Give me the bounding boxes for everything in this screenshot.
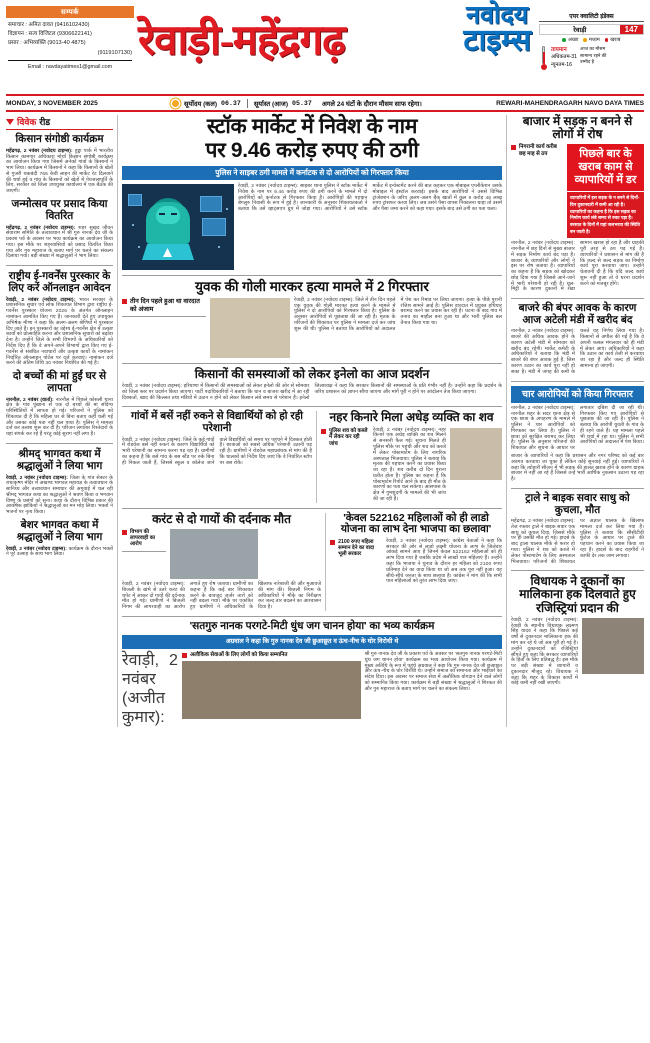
contact-badge: सम्पर्क bbox=[6, 6, 134, 18]
article-body: रेवाड़ी, 2 नवंबर (नवोदय टाइम्स): कार्यक्रम के दौरान भक्तों ने पूरे उत्साह के साथ भाग लिया। bbox=[6, 546, 114, 558]
article-body: रेवाड़ी, 2 नवंबर (नवोदय टाइम्स): बिजली के खंभे से उतरे करंट की चपेट में आकर दो गायों की दर्दनाक मौत हो गई। ग्रामीणों ने बिजली निगम की लापरवाही का आरोप लगाते हुए रोष जताया। ग्रामीणों का कहना है कि कई बार शिकायत करने के बावजूद जर्जर तारों को नहीं बदला गया। मौके पर एकत्रित हुए ग्रामीणों ने अधिकारियों के खिलाफ नारेबाजी की और मुआवजे की मांग की। बिजली निगम के अधिकारियों ने मौके का निरीक्षण कर जल्द तार बदलने का आश्वासन दिया है। bbox=[122, 581, 322, 611]
story-canal-body bbox=[321, 411, 502, 502]
article-body: नारनौल, 2 नवंबर (वार्ता): नारनौल में पिछले कोसली थाना क्षेत्र के गांव पुंखाना से एक दो बच्चों की मां संदिग्ध परिस्थितियों में लापता हो गई। परिजनों ने पुलिस को शिकायत दी है कि महिला घर से बिना बताए कहीं चली गई और उसका कोई पता नहीं चल पाया है। पुलिस ने मामला दर्ज कर तलाश शुरू कर दी है। परिजन लगातार रिश्तेदारों के यहां संपर्क कर रहे हैं परंतु कोई सुराग नहीं लगा है। bbox=[6, 397, 113, 438]
registry-distribution-photo bbox=[582, 618, 644, 674]
cyber-hacker-illustration bbox=[122, 184, 234, 270]
article-body: रेवाड़ी, 2 नवंबर (नवोदय टाइम्स): जिले के कई गांवों में रोडवेज बसें नहीं रुकने के कारण विद्यार्थियों को भारी परेशानी का सामना करना पड़ रहा है। ग्रामीणों का कहना है कि बसें गांव के बस स्टैंड पर रुके बिना ही निकल जाती हैं, जिससे स्कूल व कॉलेज जाने वाले विद्यार्थियों को समय पर पहुंचने में दिक्कत होती है। छात्राओं को सबसे अधिक परेशानी उठानी पड़ रही है। ग्रामीणों ने रोडवेज महाप्रबंधक से मांग की है कि चालकों को निर्देश दिए जाएं कि वे निर्धारित स्टॉप पर बस रोकें। bbox=[122, 437, 313, 466]
paper-title-main: रेवाड़ी-महेंद्रगढ़ bbox=[138, 18, 345, 64]
bullet-point: विभाग की लापरवाही का आरोप bbox=[122, 529, 166, 548]
felicitation-ceremony-photo bbox=[182, 661, 361, 719]
sunrise-time: 06.37 bbox=[221, 99, 241, 107]
thermometer-icon bbox=[539, 46, 548, 70]
headline: किसानों की समस्याओं को लेकर इनेलो का आज प्रदर्शन bbox=[194, 366, 430, 381]
temperature-block bbox=[539, 46, 644, 70]
contact-lines bbox=[6, 18, 134, 72]
left-article-4 bbox=[6, 449, 113, 516]
red-callout-box: पिछले बार के खराब काम से व्यापारियों में डर bbox=[567, 144, 644, 191]
article-body: रेवाड़ी, 2 नवंबर (नवोदय टाइम्स): रेवाड़ी के स्थानीय विधायक लक्ष्मण सिंह यादव ने कहा कि पिछले कई वर्षों से दुकानदार मालिकाना हक की मांग कर रहे थे जो अब पूरी हो गई है। उन्होंने दुकानदारों को रजिस्ट्रियां सौंपते हुए कहा कि सरकार व्यापारियों के हितों के लिए प्रतिबद्ध है। इस मौके पर बड़ी संख्या में व्यापारी व दुकानदार मौजूद रहे। विधायक ने कहा कि शहर के विकास कार्यों में कोई कमी नहीं रखी जाएगी। bbox=[511, 617, 578, 687]
lead-subheadline-bar: पुलिस ने साइबर ठगी मामले में कर्नाटक से दो आरोपियों को गिरफ्तार किया bbox=[122, 166, 502, 180]
forecast-text: अगले 24 घंटों के दौरान मौसम साफ रहेगा। bbox=[321, 100, 422, 108]
paper-title-navoday: नवोदय bbox=[466, 2, 529, 29]
blue-subbar: अग्रवाल ने कहा कि गुरु नानक देव जी छुआछूत व ऊंच-नीच के घोर विरोधी थे bbox=[122, 635, 502, 649]
left-article-2 bbox=[6, 271, 113, 367]
headline: बाजार में सड़क न बनने से लोगों में रोष bbox=[522, 114, 633, 142]
headline: नहर किनारे मिला अधेड़ व्यक्ति का शव bbox=[329, 410, 494, 425]
article-body: रेवाड़ी, 2 नवंबर (नवोदय टाइम्स): कांग्रेस नेताओं ने कहा कि सरकार की ओर से लाडो लक्ष्मी योजना के लाभ के जिलेवार आंकड़े सामने आए हैं जिनमें केवल 522162 महिलाओं को ही लाभ दिया गया है जबकि प्रदेश में लाखों पात्र महिलाएं हैं। उन्होंने कहा कि भाजपा ने चुनाव के दौरान हर महिला को 2100 रुपए प्रतिमाह देने का वादा किया था जो अब तक पूरा नहीं हुआ। यह सीधे-सीधे जनता के साथ छलावा है। कांग्रेस ने मांग की कि सभी पात्र महिलाओं को तुरंत लाभ दिया जाए। bbox=[386, 538, 502, 585]
article-body: रेवाड़ी, 2 नवंबर (नवोदय टाइम्स): जिले में तीन दिन पहले एक युवक की गोली मारकर हत्या करने के मामले में पुलिस ने दो आरोपियों को गिरफ्तार किया है। पुलिस के अनुसार आरोपियों से पूछताछ की जा रही है। मृतक के परिजनों की शिकायत पर पुलिस ने मामला दर्ज कर जांच शुरू की थी। पुलिस ने बताया कि आरोपियों को अदालत में पेश कर रिमांड पर लिया जाएगा। हत्या के पीछे पुरानी रंजिश सामने आई है। पुलिस वारदात में प्रयुक्त हथियार बरामद करने का प्रयास कर रही है। घटना के बाद गांव में तनाव का माहौल बना हुआ था और भारी पुलिस बल तैनात किया गया था। bbox=[294, 297, 502, 332]
red-callout-note: व्यापारियों में इस सड़क के न बनने से दिनों-दिन दुकानदारी में कमी आ रही है। व्यापारियों का कहना है कि इस सड़क का निर्माण कार्य लंबे समय से रुका पड़ा है। बरसात के दिनों में यहां जलभराव की स्थिति बन जाती है। bbox=[567, 192, 644, 238]
sunrise-label: सूर्योदय (कल) bbox=[183, 100, 218, 108]
two-story-row-b bbox=[122, 513, 502, 611]
right-column bbox=[511, 115, 644, 727]
headline: दो बच्चों की मां हुईं घर से लापता bbox=[12, 370, 107, 394]
aqi-row bbox=[539, 24, 644, 35]
contact-line-0: समाचार : अमित दावत (9416102430) bbox=[8, 22, 90, 28]
article-body: रेवाड़ी, 2 नवंबर (नवोदय टाइम्स): नहर किनारे एक अधेड़ व्यक्ति का शव मिलने से सनसनी फैल गई। सूचना मिलते ही पुलिस मौके पर पहुंची और शव को कब्जे में लेकर पोस्टमार्टम के लिए नागरिक अस्पताल भिजवाया। पुलिस ने बताया कि मृतक की पहचान करने का प्रयास किया जा रहा है। शव करीब दो दिन पुराना प्रतीत होता है। पुलिस का कहना है कि पोस्टमार्टम रिपोर्ट आने के बाद ही मौत के कारणों का पता चल सकेगा। आसपास के क्षेत्र में गुमशुदगी के मामलों की भी जांच की जा रही है। bbox=[373, 427, 446, 502]
temperature-max: अधिकतम-31 bbox=[551, 54, 578, 61]
article-body: नारनौल, 2 नवंबर (नवोदय टाइम्स): नारनौल शहर के सदर थाना क्षेत्र से एक छात्रा के अपहरण के मामले में पुलिस ने चार आरोपियों को गिरफ्तार कर लिया है। पुलिस ने छात्रा को सुरक्षित बरामद कर लिया है। पुलिस के अनुसार परिजनों की शिकायत और सूचना के आधार पर लगातार दबिश दी जा रही थी। गिरफ्तार किए गए आरोपियों से पूछताछ की जा रही है। पुलिस ने बताया कि आरोपी युवती के गांव के ही रहने वाले हैं। यह मामला पहले भी चर्चा में रहा था। पुलिस ने सभी आरोपियों को अदालत में पेश किया। bbox=[511, 405, 644, 452]
headline: बाजरे की बंपर आवक के कारण आज अटेली मंडी में खरीद बंद bbox=[518, 302, 637, 326]
story-guru-nanak-program bbox=[122, 621, 502, 728]
story-village-buses bbox=[122, 411, 312, 502]
article-body: महेंद्रगढ़, 2 नवंबर (नवोदय टाइम्स): हुड्डा पार्क में भारतीय किसान कामगार अधिकारा मोर्चा किसान संगोष्ठी कार्यक्रम का आयोजन किया गया जिसमें अनेकों गांवों के किसानों ने भाग लिया। कार्यक्रम में किसानों ने कहा कि किसानों के खेतों से गुजरी चकबंदी 765 केवी लाइन की मार्केट रेट दिलवाने की चर्चा हुई व गांव के किसानों को खेतों में पेयजलापूर्ति के लिए, सरकार को जिला उपायुक्त कार्यालय में एक बैठक की जाएगी। bbox=[6, 148, 113, 195]
left-column bbox=[6, 115, 113, 727]
bullet-point: 2100 रुपए महिला सम्मान देने का वादा भूली सरकार bbox=[330, 539, 382, 558]
police-investigation-photo bbox=[450, 428, 502, 480]
headline: श्रीमद् भागवत कथा में श्रद्धालुओं ने लिया भाग bbox=[16, 448, 103, 472]
temperature-values bbox=[551, 46, 577, 70]
bullet-point: निगरानी कार्य करीब छह माह से ठप bbox=[511, 144, 563, 157]
lead-headline-line2: पर 9.46 करोड़ रुपए की ठगी bbox=[205, 138, 419, 162]
second-body: बाजार के व्यापारियों ने कहा कि प्रशासन और नगर परिषद को कई बार अवगत करवाया जा चुका है लेकिन कोई सुनवाई नहीं हुई। व्यापारियों ने कहा कि त्योहारी सीजन में भी सड़क की हालत खराब होने के कारण ग्राहक बाजार में नहीं आ रहे हैं जिससे उन्हें भारी आर्थिक नुकसान उठाना पड़ रहा है। bbox=[511, 454, 644, 483]
story-bajra-purchase bbox=[511, 303, 644, 375]
headline: गांवों में बसें नहीं रुकने से विद्यार्थियों को हो रही परेशानी bbox=[131, 410, 304, 434]
main-column bbox=[122, 115, 502, 727]
kicker-red-text: विवेक bbox=[17, 117, 37, 127]
story-sadhu-killed bbox=[511, 493, 644, 565]
headline: राष्ट्रीय ई-गवर्नेंस पुरस्कार के लिए करें ऑनलाइन आवेदन bbox=[8, 270, 111, 294]
datebar bbox=[6, 96, 644, 110]
aqi-heading: एयर क्वालिटी इंडेक्स bbox=[539, 12, 644, 22]
weather-aqi-block bbox=[539, 6, 644, 70]
bullet-point: तीन दिन पहले हुआ था वारदात को अंजाम bbox=[122, 298, 206, 313]
article-body: श्री गुरु नानक देव जी के प्रकाश पर्व के अवसर पर 'सतगुरु नानक परगटे-मिटी धुंध जग चानन होया' कार्यक्रम का भव्य आयोजन किया गया। कार्यक्रम में मुख्य अतिथि के रूप में पहुंचे अग्रवाल ने कहा कि गुरु नानक देव जी छुआछूत और ऊंच-नीच के घोर विरोधी थे। उन्होंने समाज को समानता और भाईचारे का संदेश दिया। इस अवसर पर समाज सेवा में अलौकिक योगदान देने वाले लोगों को सम्मानित किया गया। कार्यक्रम में बड़ी संख्या में श्रद्धालुओं ने शिरकत की और गुरु महाराज के बताए मार्ग पर चलने का संकल्प लिया। bbox=[364, 651, 502, 692]
article-body: रेवाड़ी, 2 नवंबर (नवोदय टाइम्स): जिला के गांव सेक्टर के राधाकृष्ण मंदिर में अखण्ड भागवत महायज्ञ के तत्वावधान के सानिध्य और तत्वावधान समाचार की अगुवाई में चल रही श्रीमद् भागवत कथा का श्रद्धालुओं ने श्रवण किया व भगवान विष्णु के प्रसंगों को सुना। कथा के दौरान विभिन्न प्रकार की आकर्षक झांकियों ने श्रद्धालुओं का मन मोह लिया। भक्तों ने भजनों पर नृत्य किया। bbox=[6, 475, 113, 516]
headline: विधायक ने दुकानों का मालिकाना हक दिलवाते हुए रजिस्ट्रियां प्रदान की bbox=[519, 574, 636, 615]
headline: किसान संगोष्ठी कार्यक्रम bbox=[15, 133, 104, 145]
blue-callout-box: चार आरोपियों को किया गिरफ्तार bbox=[511, 386, 644, 403]
masthead bbox=[6, 2, 644, 94]
two-story-row-a bbox=[122, 411, 502, 502]
paper-title-times: टाइम्स bbox=[463, 24, 531, 57]
left-article-1 bbox=[6, 199, 113, 260]
villagers-protest-photo bbox=[170, 529, 258, 579]
datebar-bottom-rule bbox=[6, 110, 644, 112]
bullet-point: पुलिस शव को कब्जे में लेकर कर रही जांच bbox=[321, 428, 369, 447]
section-kicker bbox=[6, 115, 113, 130]
contact-line-3: (9119107130) bbox=[97, 49, 132, 56]
aqi-legend-moderate: मध्यम bbox=[583, 37, 599, 43]
masthead-contact-block bbox=[6, 6, 134, 72]
aqi-city: रेवाड़ी bbox=[573, 27, 587, 34]
left-article-5 bbox=[6, 520, 113, 558]
weather-note: आज का मौसम सामान्य रहने की उम्मीद है bbox=[580, 46, 607, 65]
kicker-black-text: रीड bbox=[39, 117, 51, 127]
article-body: रेवाड़ी, 2 नवंबर (नवोदय टाइम्स): भारत सरकार के प्रशासनिक सुधार एवं लोक शिकायत विभाग द्वारा राष्ट्रीय ई-गवर्नेंस पुरस्कार योजना 2026 के अंतर्गत ऑनलाइन नामांकन आमंत्रित किए गए हैं। जानकारी देते हुए उपायुक्त अभिषेक मीणा ने कहा कि अलग-अलग श्रेणियों में पुरस्कार दिए जाते हैं। इन पुरस्कारों का उद्देश्य ई-गवर्नेंस क्षेत्र में उत्कृष्ट कार्यों को प्रोत्साहित करना और प्रशासनिक सुधारों को बढ़ावा देना है। उन्होंने जिले के सभी विभागों के अधिकारियों को निर्देश दिए हैं कि वे अपने-अपने विभागों द्वारा किए गए ई-गवर्नेंस से संबंधित नवाचारों और उत्कृष्ट कार्यों के नामांकन निर्धारित ऑनलाइन पोर्टल पर दर्ज करवाएं। नामांकन दर्ज करने की अंतिम तिथि 30 नवंबर निर्धारित की गई है। bbox=[6, 297, 114, 367]
triangle-icon bbox=[6, 119, 14, 125]
sun-icon bbox=[172, 100, 179, 107]
headline: करंट से दो गायों की दर्दनाक मौत bbox=[152, 511, 291, 526]
headline: युवक की गोली मारकर हत्या मामले में 2 गिरफ्तार bbox=[195, 279, 429, 295]
headline: 'सतगुरु नानक परगटे-मिटी धुंध जग चानन होया' का भव्य कार्यक्रम bbox=[189, 619, 435, 632]
edition-name: REWARI-MAHENDRAGARH NAVO DAYA TIMES bbox=[496, 99, 644, 107]
headline: 'केवल 522162 महिलाओं को ही लाडो योजना का लाभ देना भाजपा का छलावा' bbox=[340, 511, 492, 536]
story-youth-murder bbox=[122, 280, 502, 358]
lead-headline-line1: स्टॉक मार्केट में निवेश के नाम bbox=[206, 115, 418, 138]
story-shop-registry bbox=[511, 575, 644, 687]
issue-date: MONDAY, 3 NOVEMBER 2025 bbox=[6, 99, 98, 107]
story-lado-yojana bbox=[330, 513, 502, 611]
story-market-road bbox=[511, 115, 644, 293]
article-body: महेंद्रगढ़, 2 नवंबर (नवोदय टाइम्स): तेज रफ्तार ट्राले ने बाइक सवार एक साधु को कुचल दिया, जिससे मौके पर ही उसकी मौत हो गई। हादसे के बाद ट्राला चालक मौके से फरार हो गया। पुलिस ने शव को कब्जे में लेकर पोस्टमार्टम के लिए अस्पताल भिजवाया। परिजनों की शिकायत पर अज्ञात चालक के खिलाफ मामला दर्ज कर लिया गया है। पुलिस ने बताया कि सीसीटीवी फुटेज के आधार पर ट्राले की पहचान करने का प्रयास किया जा रहा है। हादसे के बाद राहगीरों ने काफी देर तक जाम लगाया। bbox=[511, 519, 644, 565]
lead-body-grid bbox=[122, 184, 502, 270]
temperature-heading: तापमान bbox=[551, 47, 567, 53]
left-article-0 bbox=[6, 134, 113, 195]
headline: ट्राले ने बाइक सवार साधु को कुचला, मौत bbox=[525, 491, 630, 516]
contact-email: Email : navdayatimes1@gmail.com bbox=[8, 60, 132, 72]
article-body: नारनौल, 2 नवंबर (नवोदय टाइम्स): बाजरे की अधिक आवक होने के कारण अटेली मंडी में सोमवार को खरीद बंद रहेगी। मार्केट कमेटी के अधिकारियों ने बताया कि मंडी में बाजरे की बंपर आवक हुई है, जिस कारण उठान का कार्य पूरा नहीं हो सका है। मंडी में जगह की कमी के चलते यह निर्णय लिया गया है। किसानों से अपील की गई है कि वे अपनी फसल मंगलवार को ही मंडी में लेकर आएं। अधिकारियों ने कहा कि उठान का कार्य तेजी से करवाया जा रहा है और जल्द ही स्थिति सामान्य हो जाएगी। bbox=[511, 329, 644, 375]
aqi-legend-poor: खराब bbox=[605, 37, 621, 43]
page-body bbox=[6, 115, 644, 727]
article-body: महेंद्रगढ़, 2 नवंबर (नवोदय टाइम्स): शहर सुखद जीवन सेवाराम समिति के तत्वावधान में श्री गुरु नानक देव जी के प्रकाश पर्व के अवसर पर भव्य कार्यक्रम का आयोजन किया गया। इस मौके पर शहरवासियों को प्रसाद वितरित किया गया और गुरु महाराज के बताए मार्ग पर चलने का संकल्प दिलाया गया। बड़ी संख्या में श्रद्धालुओं ने भाग लिया। bbox=[6, 225, 113, 260]
story-cows-electrocuted bbox=[122, 513, 321, 611]
contact-line-1: विज्ञापन : सत्य विजिटल (9306622141) bbox=[8, 31, 92, 38]
aqi-legend-good: अच्छा bbox=[562, 37, 578, 43]
article-body: रेवाड़ी, 2 नवंबर (नवोदय टाइम्स): हरियाणा में किसानों की समस्याओं को लेकर इनेलो की ओर से सोमवार को जिला स्तर पर प्रदर्शन किया जाएगा। पार्टी पदाधिकारियों ने बताया कि धान व बाजरा खरीद में आ रही दिक्कतों, खाद की किल्लत तथा मंडियों में उठान न होने को लेकर किसान लंबे समय से परेशान हैं। इनेलो जिलाध्यक्ष ने कहा कि सरकार किसानों की समस्याओं के प्रति गंभीर नहीं है। उन्होंने कहा कि प्रदर्शन के जरिए प्रशासन को ज्ञापन सौंपा जाएगा और मांगें पूरी न होने पर आंदोलन तेज किया जाएगा। bbox=[122, 384, 502, 401]
temperature-min: न्यूनतम-16 bbox=[551, 62, 572, 69]
left-article-3 bbox=[6, 371, 113, 438]
contact-line-2: प्रसार : अभिव्यक्ति (9013-40 4875) bbox=[8, 40, 86, 47]
aqi-value: 147 bbox=[620, 25, 643, 34]
sketch-crowd-illustration bbox=[210, 298, 290, 358]
article-body: नारनौल, 2 नवंबर (नवोदय टाइम्स): नारनौल में छह दिनों से मुख्य बाजार में सड़क निर्माण कार्य बंद पड़ा है। बाजार के व्यापारियों और लोगों ने इस पर रोष जताया है। व्यापारियों का कहना है कि सड़क को खोदकर छोड़ दिया गया है जिससे आने-जाने में भारी परेशानी हो रही है। धूल-मिट्टी के कारण दुकानों में रखा सामान खराब हो रहा है और ग्राहकी पूरी तरह से ठप पड़ गई है। व्यापारियों ने प्रशासन से मांग की है कि जल्द से जल्द सड़क का निर्माण कार्य पूरा करवाया जाए। उन्होंने चेतावनी दी है कि यदि जल्द कार्य शुरू नहीं हुआ तो वे धरना प्रदर्शन करने को मजबूर होंगे। bbox=[511, 241, 644, 293]
lead-body-text: रेवाड़ी, 2 नवंबर (नवोदय टाइम्स): साइबर थाना पुलिस ने स्टॉक मार्केट में निवेश के नाम पर 9.46 करोड़ रुपए की ठगी करने के मामले में दो आरोपियों को कर्नाटक से गिरफ्तार किया है। आरोपियों की पहचान बेंगलुरु निवासी के रूप में हुई है। जानकारी के अनुसार शिकायतकर्ता ने बताया कि उसे व्हाट्सएप ग्रुप में जोड़ा गया। आरोपियों ने उसे स्टॉक मार्केट में इन्वेस्टमेंट करने की बात कहकर एक मोबाइल एप्लीकेशन उसके मोबाइल में इंस्टॉल करवाई। इसके बाद आरोपियों ने उससे विभिन्न ट्रांजेक्शन के जरिए अलग-अलग बैंक खातों में कुल 9 करोड़ 46 लाख रुपए ट्रांसफर करवा लिए। जब उसने पैसा वापस निकालना चाहा तो उसमें और पैसा जमा करने को कहा गया। इसके बाद उसे ठगी का पता चला। bbox=[238, 184, 502, 213]
headline: जन्मोत्सव पर प्रसाद किया वितरित bbox=[11, 198, 108, 222]
bullet-point: अलौकिक सेवाओं के लिए लोगों को किया सम्मानित bbox=[182, 652, 361, 658]
aqi-legend bbox=[539, 37, 644, 43]
paper-title-secondary bbox=[463, 4, 531, 56]
article-dateline: रेवाड़ी, 2 नवंबर (अजीत कुमार): bbox=[122, 651, 178, 726]
sunset-label: सूर्यास्त (आज) bbox=[253, 100, 289, 108]
masthead-title-block bbox=[138, 2, 535, 64]
story-student-kidnap bbox=[511, 386, 644, 483]
headline: बेशर भागवत कथा में श्रद्धालुओं ने लिया भाग bbox=[16, 519, 103, 543]
story-inelo-protest bbox=[122, 368, 502, 402]
sunset-time: 05.37 bbox=[292, 99, 312, 107]
lead-story bbox=[122, 115, 502, 270]
